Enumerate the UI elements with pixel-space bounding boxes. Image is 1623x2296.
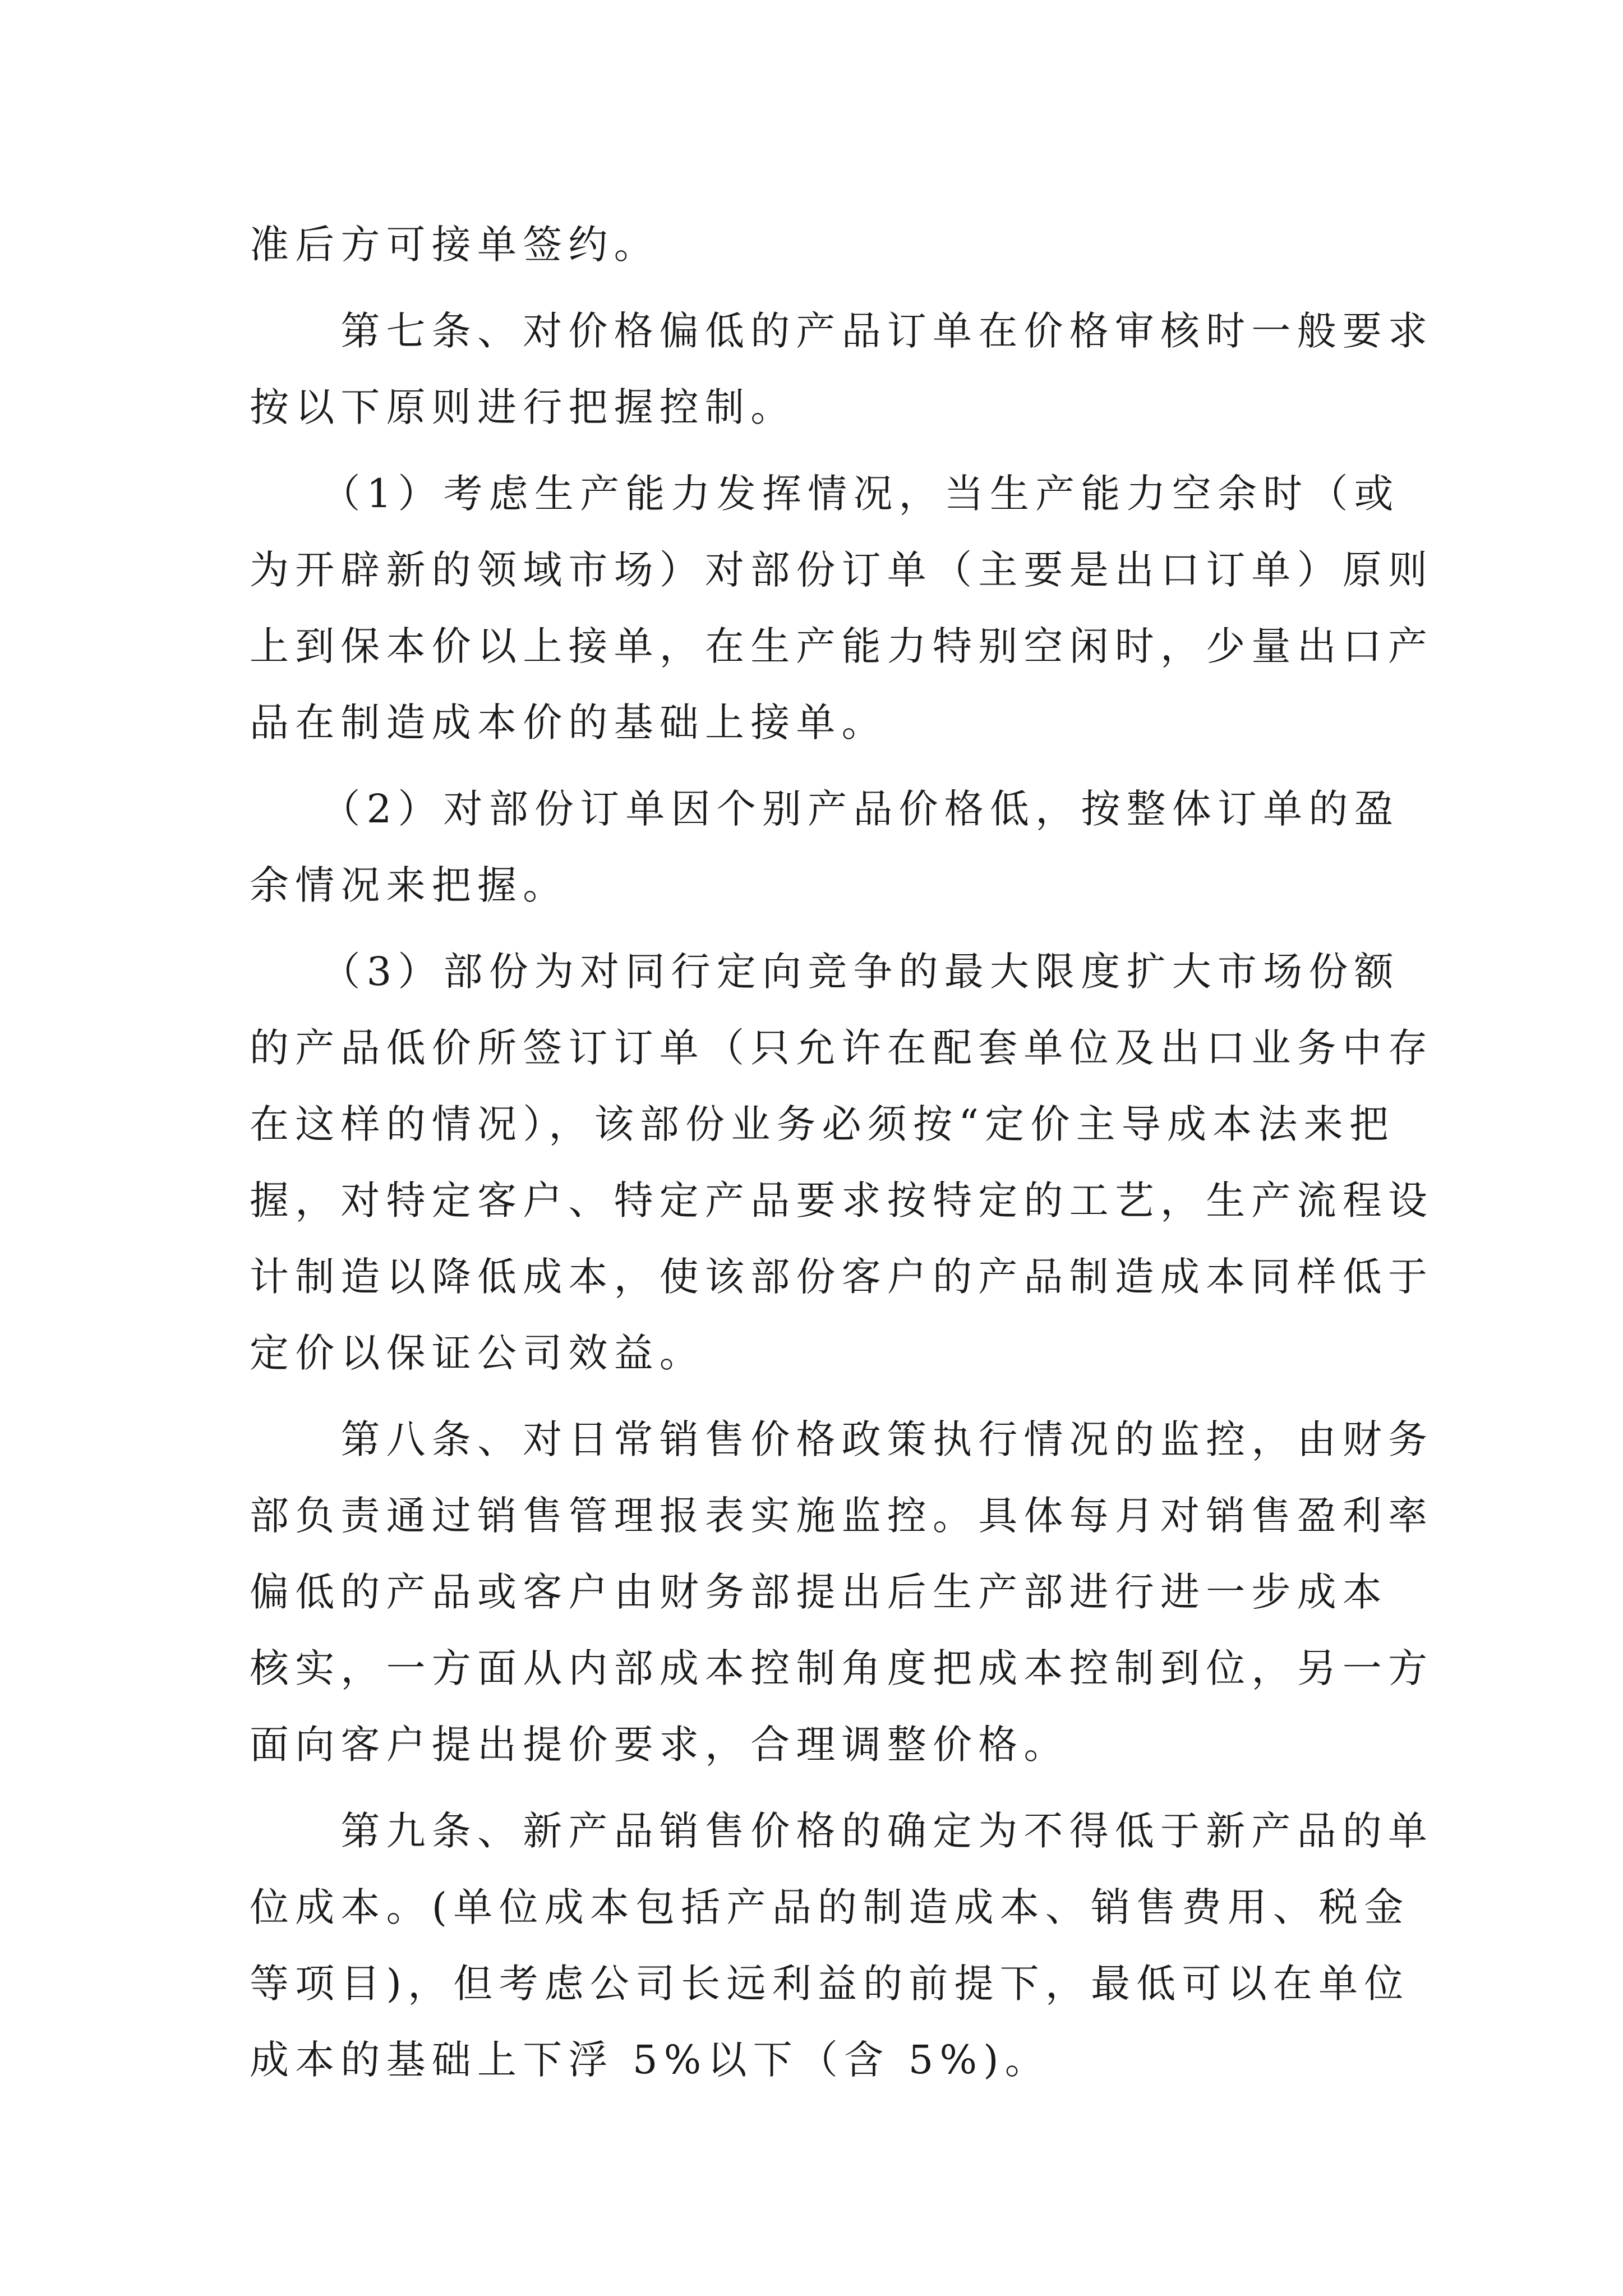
text-line: （2）对部份订单因个别产品价格低，按整体订单的盈 (250, 786, 1400, 832)
text-line: 成本的基础上下浮 5%以下（含 5%)。 (250, 2037, 1050, 2083)
document-body (250, 206, 1434, 2098)
paragraph-article-9 (250, 1793, 1434, 2098)
text-line: 上到保本价以上接单，在生产能力特别空闲时，少量出口产 (250, 623, 1434, 669)
text-line: 为开辟新的领域市场）对部份订单（主要是出口订单）原则 (250, 547, 1434, 593)
text-line: 余情况来把握。 (250, 862, 569, 908)
text-line: 握，对特定客户、特定产品要求按特定的工艺，生产流程设 (250, 1177, 1434, 1223)
paragraph-item-1 (250, 455, 1434, 761)
text-line: 准后方可接单签约。 (250, 222, 660, 268)
paragraph-article-8 (250, 1401, 1434, 1783)
text-line: 核实，一方面从内部成本控制角度把成本控制到位，另一方 (250, 1645, 1434, 1691)
text-line: 第八条、对日常销售价格政策执行情况的监控，由财务 (250, 1416, 1434, 1462)
paragraph-article-7 (250, 293, 1434, 445)
text-line: 定价以保证公司效益。 (250, 1330, 705, 1376)
text-line: 的产品低价所签订订单（只允许在配套单位及出口业务中存 (250, 1025, 1434, 1071)
paragraph-continuation (250, 206, 1391, 283)
text-line: 面向客户提出提价要求，合理调整价格。 (250, 1722, 1069, 1768)
text-line: 在这样的情况），该部份业务必须按“定价主导成本法来把 (250, 1101, 1395, 1147)
text-line: 品在制造成本价的基础上接单。 (250, 700, 887, 746)
text-line: 位成本。(单位成本包括产品的制造成本、销售费用、税金 (250, 1884, 1410, 1930)
text-line: 第七条、对价格偏低的产品订单在价格审核时一般要求 (250, 308, 1434, 354)
text-line: 第九条、新产品销售价格的确定为不得低于新产品的单 (250, 1808, 1434, 1854)
text-line: （1）考虑生产能力发挥情况，当生产能力空余时（或 (250, 471, 1400, 517)
paragraph-item-2 (250, 771, 1400, 923)
text-line: 计制造以降低成本，使该部份客户的产品制造成本同样低于 (250, 1254, 1434, 1300)
text-line: 部负责通过销售管理报表实施监控。具体每月对销售盈利率 (250, 1493, 1434, 1539)
text-line: （3）部份为对同行定向竞争的最大限度扩大市场份额 (250, 949, 1400, 995)
text-line: 等项目)，但考虑公司长远利益的前提下，最低可以在单位 (250, 1961, 1410, 2007)
paragraph-item-3 (250, 933, 1434, 1391)
text-line: 偏低的产品或客户由财务部提出后生产部进行进一步成本 (250, 1569, 1388, 1615)
text-line: 按以下原则进行把握控制。 (250, 384, 796, 430)
